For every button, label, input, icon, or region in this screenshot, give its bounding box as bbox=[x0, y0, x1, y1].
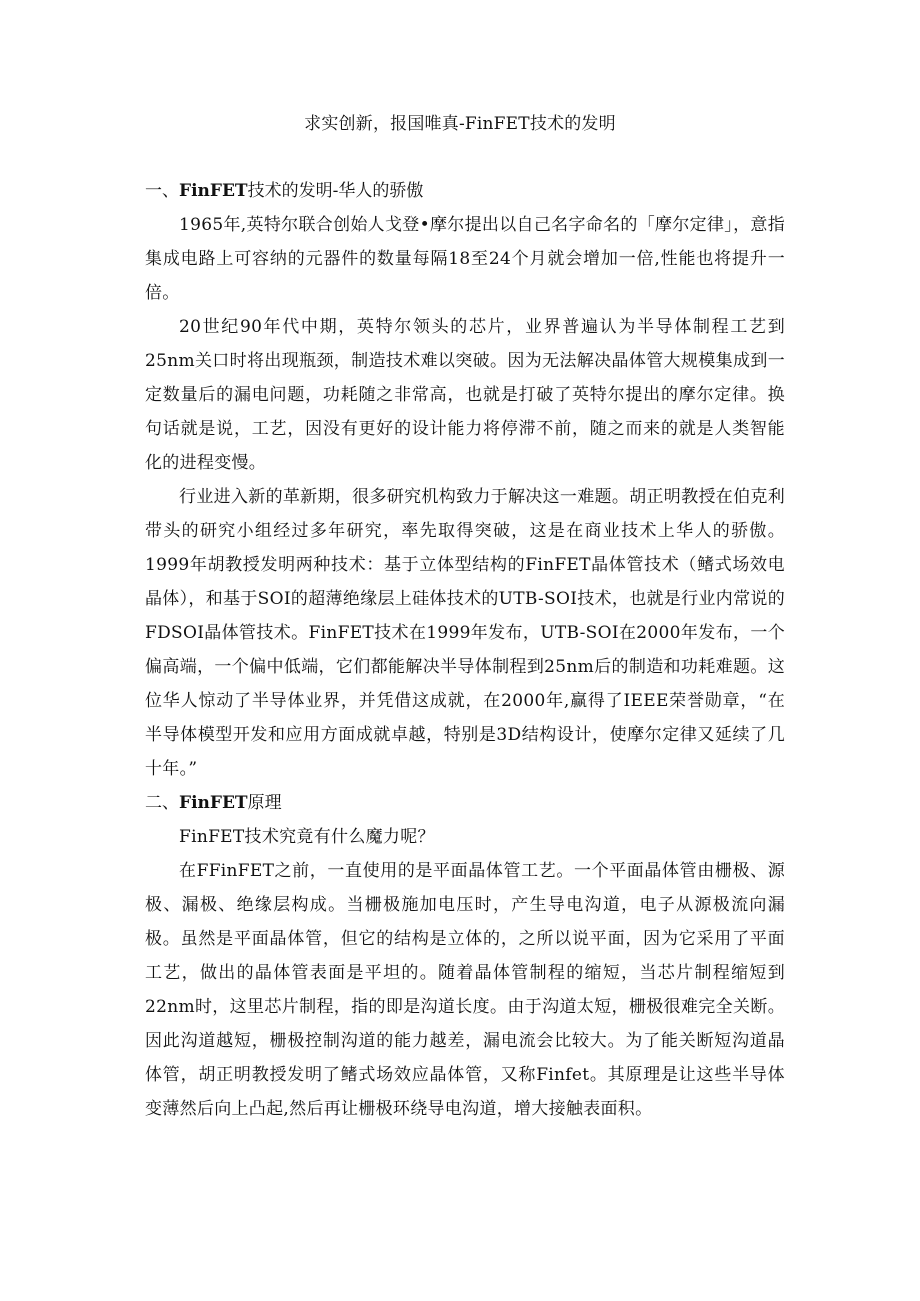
paragraph: 行业进入新的革新期，很多研究机构致力于解决这一难题。胡正明教授在伯克利带头的研究小组经过多年研究，率先取得突破，这是在商业技术上华人的骄傲。1999年胡教授发明两种技术：基于立体型结构的FinFET晶体管技术（鳍式场效电晶体），和基于SOI的超薄绝缘层上硅体技术的UTB-SOI技术，也就是行业内常说的FDSOI晶体管技术。FinFET技术在1999年发布，UTB-SOI在2000年发布，一个偏高端，一个偏中低端，它们都能解决半导体制程到25nm后的制造和功耗难题。这位华人惊动了半导体业界，并凭借这成就，在2000年,赢得了IEEE荣誉勋章，“在半导体模型开发和应用方面成就卓越，特别是3D结构设计，使摩尔定律又延续了几十年。” bbox=[145, 487, 785, 779]
paragraph: FinFET技术究竟有什么魔力呢？ bbox=[179, 827, 435, 847]
paragraph: 20世纪90年代中期，英特尔领头的芯片，业界普遍认为半导体制程工艺到25nm关口时将出现瓶颈，制造技术难以突破。因为无法解决晶体管大规模集成到一定数量后的漏电问题，功耗随之非常高，也就是打破了英特尔提出的摩尔定律。换句话就是说，工艺，因没有更好的设计能力将停滞不前，随之而来的就是人类智能化的进程变慢。 bbox=[145, 317, 785, 473]
section-heading-latin: FinFET bbox=[179, 181, 248, 201]
document-body bbox=[145, 174, 785, 1126]
document-title: 求实创新，报国唯真-FinFET技术的发明 bbox=[304, 114, 616, 134]
section-heading-latin: FinFET bbox=[179, 793, 248, 813]
section-number: 二、 bbox=[145, 793, 179, 813]
paragraph: 在FFinFET之前，一直使用的是平面晶体管工艺。一个平面晶体管由栅极、源极、漏极、绝缘层构成。当栅极施加电压时，产生导电沟道，电子从源极流向漏极。虽然是平面晶体管，但它的结构是立体的，之所以说平面，因为它采用了平面工艺，做出的晶体管表面是平坦的。随着晶体管制程的缩短，当芯片制程缩短到22nm时，这里芯片制程，指的即是沟道长度。由于沟道太短，栅极很难完全关断。因此沟道越短，栅极控制沟道的能力越差，漏电流会比较大。为了能关断短沟道晶体管，胡正明教授发明了鳍式场效应晶体管，又称Finfet。其原理是让这些半导体变薄然后向上凸起,然后再让栅极环绕导电沟道，增大接触表面积。 bbox=[145, 861, 785, 1119]
section-heading-2 bbox=[145, 786, 785, 820]
section-heading-1 bbox=[145, 174, 785, 208]
section-number: 一、 bbox=[145, 181, 179, 201]
paragraph: 1965年,英特尔联合创始人戈登•摩尔提出以自己名字命名的「摩尔定律」，意指集成电路上可容纳的元器件的数量每隔18至24个月就会增加一倍,性能也将提升一倍。 bbox=[145, 215, 785, 303]
section-heading-text: 技术的发明-华人的骄傲 bbox=[247, 181, 424, 201]
section-heading-text: 原理 bbox=[247, 793, 282, 813]
